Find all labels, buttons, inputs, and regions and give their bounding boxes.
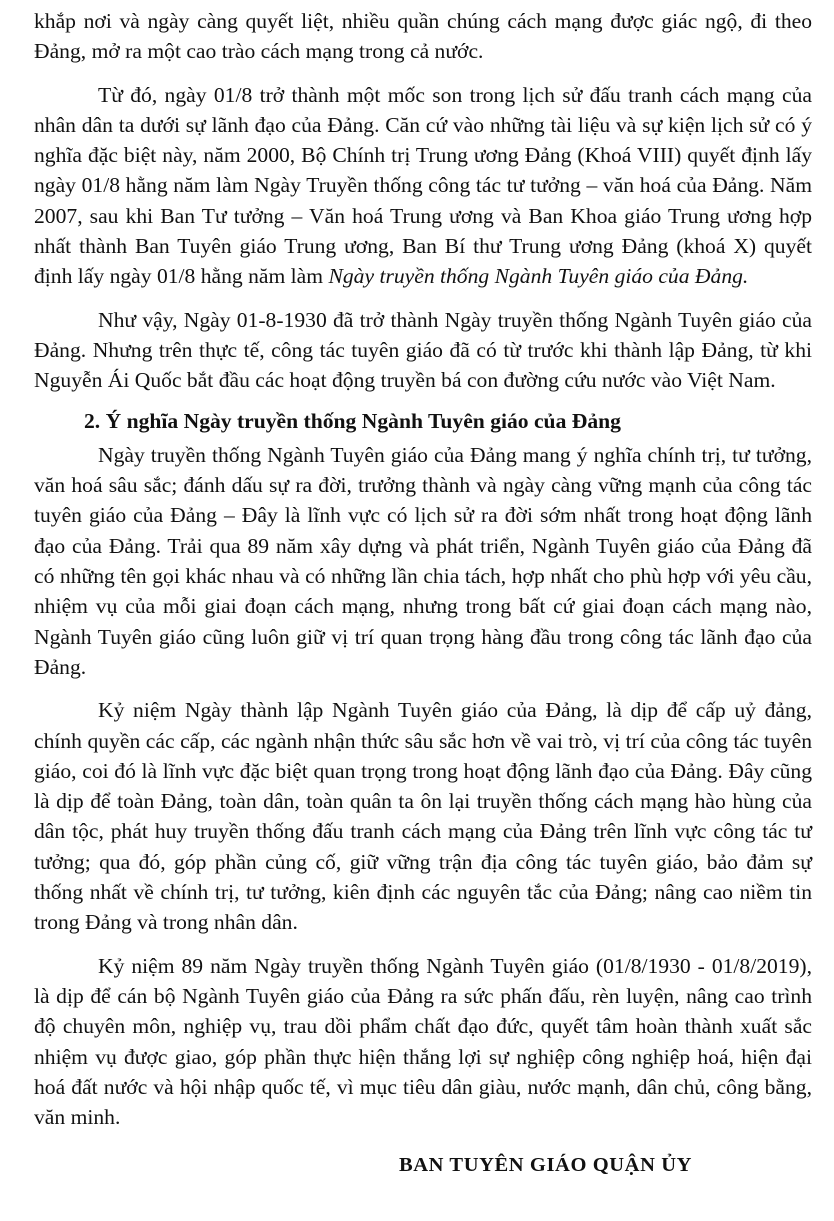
section-heading: 2. Ý nghĩa Ngày truyền thống Ngành Tuyên giáo của Đảng <box>84 408 621 433</box>
document-body <box>34 6 812 1132</box>
paragraph-continuation: khắp nơi và ngày càng quyết liệt, nhiều quần chúng cách mạng được giác ngộ, đi theo Đảng, mở ra một cao trào cách mạng trong cả nước. <box>34 9 812 64</box>
paragraph-conclusion: Như vậy, Ngày 01-8-1930 đã trở thành Ngày truyền thống Ngành Tuyên giáo của Đảng. Nhưng trên thực tế, công tác tuyên giáo đã có từ trước khi thành lập Đảng, từ khi Nguyễn Ái Quốc bắt đầu các hoạt động truyền bá con đường cứu nước vào Việt Nam. <box>34 307 812 393</box>
paragraph-text: Từ đó, ngày 01/8 trở thành một mốc son trong lịch sử đấu tranh cách mạng của nhân dân ta dưới sự lãnh đạo của Đảng. Căn cứ vào những tài liệu và sự kiện lịch sử có ý nghĩa đặc biệt này, năm 2000, Bộ Chính trị Trung ương Đảng (Khoá VIII) quyết định lấy ngày 01/8 hằng năm làm Ngày Truyền thống công tác tư tưởng – văn hoá của Đảng. Năm 2007, sau khi Ban Tư tưởng – Văn hoá Trung ương và Ban Khoa giáo Trung ương hợp nhất thành Ban Tuyên giáo Trung ương, Ban Bí thư Trung ương Đảng (khoá X) quyết định lấy ngày 01/8 hằng năm làm <box>34 82 812 289</box>
signature-block: BAN TUYÊN GIÁO QUẬN ỦY <box>399 1154 693 1176</box>
paragraph-commemoration: Kỷ niệm Ngày thành lập Ngành Tuyên giáo của Đảng, là dịp để cấp uỷ đảng, chính quyền các cấp, các ngành nhận thức sâu sắc hơn về vai trò, vị trí của công tác tuyên giáo, coi đó là lĩnh vực đặc biệt quan trọng trong hoạt động lãnh đạo của Đảng. Đây cũng là dịp để toàn Đảng, toàn dân, toàn quân ta ôn lại truyền thống cách mạng hào hùng của dân tộc, phát huy truyền thống đấu tranh cách mạng của Đảng trên lĩnh vực công tác tư tưởng; qua đó, góp phần củng cố, giữ vững trận địa công tác tuyên giáo, bảo đảm sự thống nhất về chính trị, tư tưởng, kiên định các nguyên tắc của Đảng; nâng cao niềm tin trong Đảng và trong nhân dân. <box>34 698 812 935</box>
emphasis-text: Ngày truyền thống Ngành Tuyên giáo của Đảng. <box>328 264 749 289</box>
paragraph-significance: Ngày truyền thống Ngành Tuyên giáo của Đảng mang ý nghĩa chính trị, tư tưởng, văn hoá sâu sắc; đánh dấu sự ra đời, trưởng thành và ngày càng vững mạnh của công tác tuyên giáo của Đảng – Đây là lĩnh vực có lịch sử ra đời sớm nhất trong hoạt động lãnh đạo của Đảng. Trải qua 89 năm xây dựng và phát triển, Ngành Tuyên giáo của Đảng đã có những tên gọi khác nhau và có những lần chia tách, hợp nhất cho phù hợp với yêu cầu, nhiệm vụ của mỗi giai đoạn cách mạng, nhưng trong bất cứ giai đoạn cách mạng nào, Ngành Tuyên giáo cũng luôn giữ vị trí quan trọng hàng đầu trong công tác lãnh đạo của Đảng. <box>34 442 812 679</box>
paragraph-date-milestone <box>34 80 812 292</box>
paragraph-anniversary: Kỷ niệm 89 năm Ngày truyền thống Ngành Tuyên giáo (01/8/1930 - 01/8/2019), là dịp để cán bộ Ngành Tuyên giáo của Đảng ra sức phấn đấu, rèn luyện, nâng cao trình độ chuyên môn, nghiệp vụ, trau dồi phẩm chất đạo đức, quyết tâm hoàn thành xuất sắc nhiệm vụ được giao, góp phần thực hiện thắng lợi sự nghiệp công nghiệp hoá, hiện đại hoá đất nước và hội nhập quốc tế, vì mục tiêu dân giàu, nước mạnh, dân chủ, công bằng, văn minh. <box>34 953 812 1130</box>
